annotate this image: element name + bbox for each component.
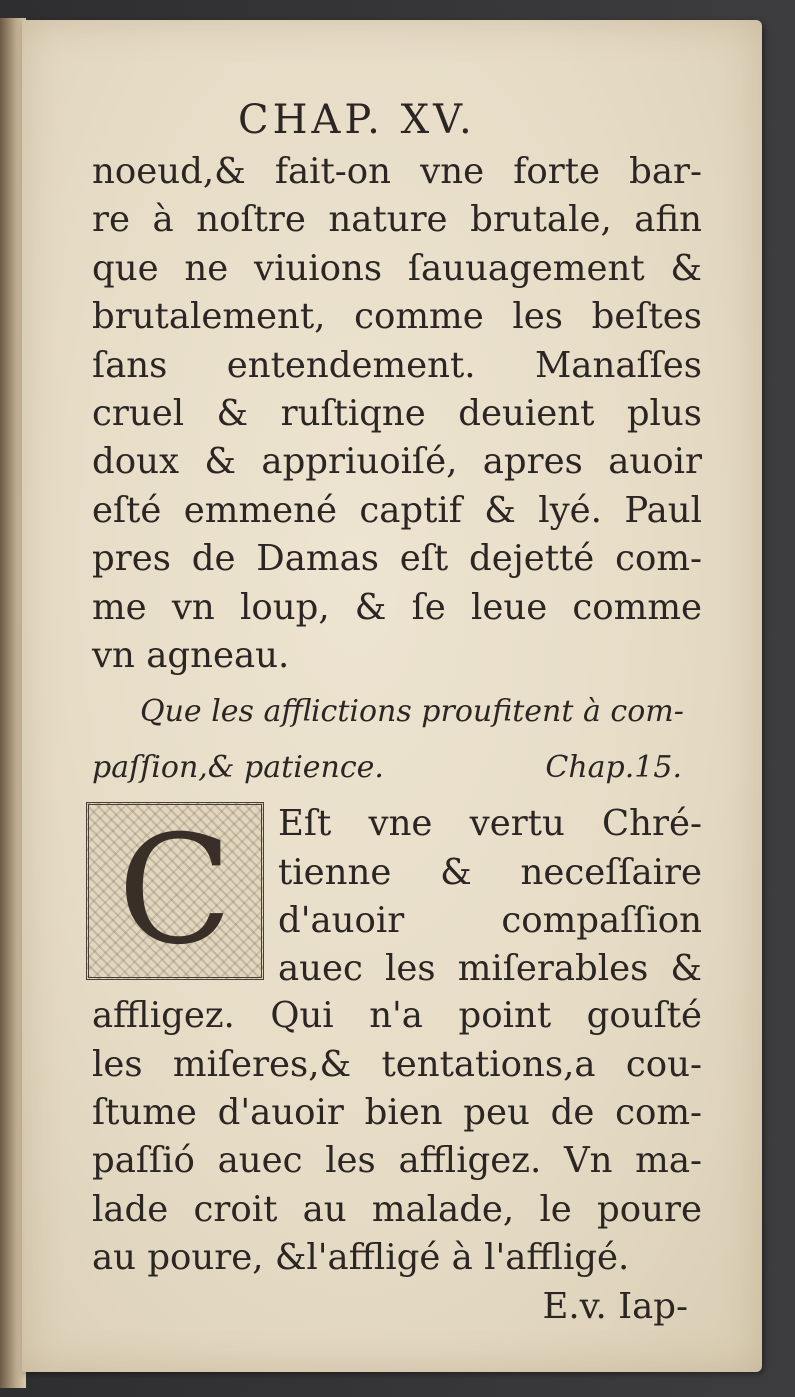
paragraph-1 [92,148,702,680]
signature-catchword: E.v. Iap- [542,1285,688,1327]
text-line: affligez. Qui n'a point gouſté [92,995,702,1037]
text-line: au poure, &l'affligé à l'affligé. [92,1237,630,1279]
text-line: me vn loup, & ſe leue comme [92,586,702,628]
running-head: CHAP. XV. [238,97,476,143]
dropcap-text [278,800,702,994]
page-text [92,98,702,1331]
text-line: que ne viuions ſauuagement & [92,247,702,289]
book-page [22,20,762,1372]
text-line: auec les miſerables & [278,948,702,990]
dropcap-block [92,800,702,992]
initial-letter: C [117,804,233,979]
text-line: cruel & ruſtiqne deuient plus [92,392,702,434]
text-line: brutalement, comme les beſtes [92,296,702,338]
text-line: tienne & neceſſaire [278,851,702,893]
section-heading-text: paſſion,& patience. [92,750,384,786]
text-line: eſté emmené captif & lyé. Paul [92,489,702,531]
text-line: re à noſtre nature brutale, afin [92,199,702,241]
section-heading-line-1: Que les afflictions proufitent à com- [140,694,684,730]
text-line: paſſió auec les affligez. Vn ma- [92,1140,702,1182]
paragraph-2 [92,992,702,1282]
text-line: lade croit au malade, le poure [92,1188,702,1230]
ornamental-initial [86,802,264,980]
text-line: les miſeres,& tentations,a cou- [92,1043,702,1085]
text-line: pres de Damas eſt dejetté com- [92,538,702,580]
text-line: ſtume d'auoir bien peu de com- [92,1092,702,1134]
text-line: vn agneau. [92,634,290,676]
section-heading-line-2 [92,744,702,792]
chapter-label: Chap.15. [545,750,682,786]
text-line: noeud,& fait-on vne forte bar- [92,151,702,192]
text-line: doux & appriuoiſé, apres auoir [92,441,702,483]
text-line: d'auoir compaſſion [278,900,702,942]
text-line: Eſt vne vertu Chré- [278,803,702,845]
text-line: ſans entendement. Manaſſes [92,344,702,386]
